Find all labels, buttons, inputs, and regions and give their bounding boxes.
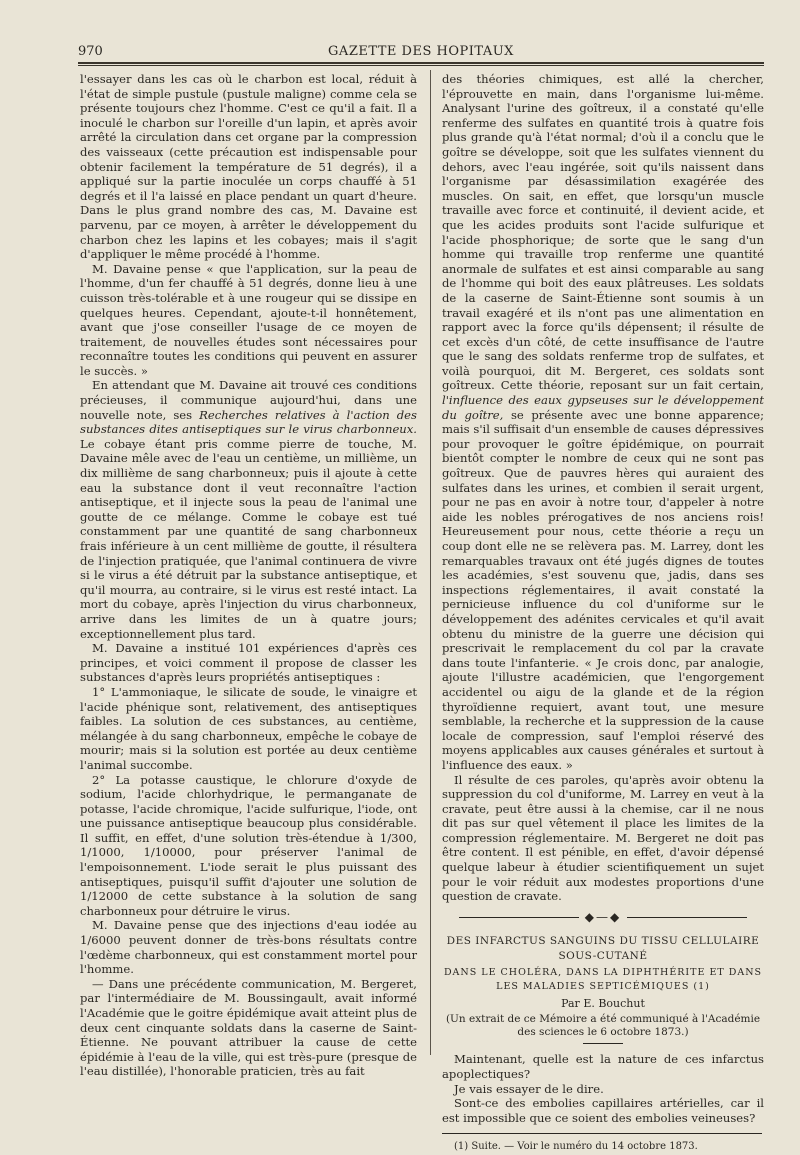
paragraph: Il résulte de ces paroles, qu'après avoir obtenu la suppression du col d'uniforme, M. Larrey en veut à la cravate, peut être aussi à la chemise, car il ne nous dit pas sur quel vêtement il place les limites de la compression réglementaire. M. Bergeret ne doit pas être content. Il est pénible, en effet, d'avoir dépensé quelque labeur à étudier scientifiquement un sujet pour le voir réduit aux modestes proportions d'une question de cravate. [442,772,764,904]
header-rule-thin [78,65,764,66]
article-title: DES INFARCTUS SANGUINS DU TISSU CELLULAIRE SOUS-CUTANÉ [446,935,760,963]
paragraph: l'essayer dans les cas où le charbon est local, réduit à l'état de simple pustule (pustule maligne) comme cela se présente toujours chez l'homme. C'est ce qu'il a fait. Il a inoculé le charbon sur l'oreille d'un lapin, et après avoir arrêté la circulation dans cet organe par la compression des vaisseaux (cette précaution est indispensable pour obtenir facilement la température de 51 degrés), il a appliqué sur la partie inoculée un corps chauffé à 51 degrés et il l'a laissé en place pendant un quart d'heure. Dans le plus grand nombre des cas, M. Davaine est parvenu, par ce moyen, à arrêter le développement du charbon chez les lapins et les cobayes; mais il s'agit d'appliquer le même procédé à l'homme. [80,72,417,262]
paragraph: Je vais essayer de le dire. [454,1081,604,1096]
section-ornament: ◆—◆ [442,910,764,925]
article-author: Par E. Bouchut [561,996,645,1010]
header-rule [78,62,764,64]
italic-phrase: l'influence des eaux gypseuses sur le développement du goître, [442,393,764,422]
left-column [80,72,417,1079]
paragraph: En attendant que M. Davaine ait trouvé ces conditions précieuses, il communique aujourd'hui, dans une nouvelle note, ses Recherches relatives à l'action des substances dites antiseptiques sur le virus charbonneux. Le cobaye étant pris comme pierre de touche, M. Davaine mêle avec de l'eau un centième, un millième, un dix millième de sang charbonneux; puis il ajoute à cette eau la substance dont il veut reconnaître l'action antiseptique, et il injecte sous la peau de l'animal une goutte de ce mélange. Comme le cobaye est tué constamment par une quantité de sang charbonneux frais inférieure à un cent millième de goutte, il résultera de l'injection pratiquée, que l'animal continuera de vivre si le virus a été détruit par la substance antiseptique, et qu'il mourra, au contraire, si le virus est resté intact. La mort du cobaye, après l'injection du virus charbonneux, arrive dans les limites de un à quatre jours; exceptionnellement plus tard. [80,378,417,641]
page-number: 970 [78,44,103,59]
paragraph: 1° L'ammoniaque, le silicate de soude, le vinaigre et l'acide phénique sont, relativement, des antiseptiques faibles. La solution de ces substances, au centième, mélangée à du sang charbonneux, empêche le cobaye de mourir; mais si la solution est portée au deux centième l'animal succombe. [80,684,417,772]
paragraph: M. Davaine a institué 101 expériences d'après ces principes, et voici comment il propose de classer les substances d'après leurs propriétés antiseptiques : [80,641,417,685]
paragraph: Maintenant, quelle est la nature de ces infarctus apoplectiques? [442,1052,764,1081]
running-title: GAZETTE DES HOPITAUX [328,44,514,59]
short-rule [583,1043,623,1044]
paragraph: des théories chimiques, est allé la chercher, l'éprouvette en main, dans l'organisme lui-même. Analysant l'urine des goîtreux, il a constaté qu'elle renferme des sulfates en quantité trois à quatre fois plus grande qu'à l'état normal; d'où il a conclu que le goître se développe, soit que les sulfates viennent du dehors, avec l'eau ingérée, soit qu'ils naissent dans l'organisme par désassimilation exagérée des muscles. On sait, en effet, que lorsqu'un muscle travaille avec force et continuité, il devient acide, et que les acides produits sont l'acide sulfurique et l'acide phosphorique; de sorte que le sang d'un homme qui travaille trop renferme une quantité anormale de sulfates et est ainsi comparable au sang de l'homme qui boit des eaux plâtreuses. Les soldats de la caserne de Saint-Étienne sont soumis à un travail exagéré et ils n'ont pas une alimentation en rapport avec la force qu'ils dépensent; il résulte de cet excès d'un côté, de cette insuffisance de l'autre que le sang des soldats renferme trop de sulfates, et voilà pourquoi, dit M. Bergeret, ces soldats sont goîtreux. Cette théorie, reposant sur un fait certain, l'influence des eaux gypseuses sur le développement du goître, se présente avec une bonne apparence; mais s'il suffisait d'un ensemble de causes dépressives pour provoquer le goître épidémique, on pourrait bientôt compter le nombre de ceux qui ne sont pas goîtreux. Que de pauvres hères qui auraient des sulfates dans les urines, et combien il serait urgent, pour ne pas en avoir à notre tour, d'appeler à notre aide les nobles prérogatives de nos anciens rois! Heureusement pour nous, cette théorie a reçu un coup dont elle ne se relèvera pas. M. Larrey, dont les remarquables travaux ont été jugés dignes de toutes les académies, s'est souvenu que, jadis, dans ses inspections réglementaires, il avait constaté la pernicieuse influence du col d'uniforme sur le développement des adénites cervicales et qu'il avait obtenu du ministre de la guerre une décision qui prescrivait le remplacement du col par la cravate dans toute l'infanterie. « Je crois donc, par analogie, ajoute l'illustre académicien, que l'engorgement accidentel ou aigu de la glande et de la région thyroïdienne requiert, avant tout, une mesure semblable, la recherche et la suppression de la cause locale de compression, sauf l'emploi réservé des moyens applicables aux causes générales et surtout à l'influence des eaux. » [442,72,765,772]
paragraph: M. Davaine pense « que l'application, sur la peau de l'homme, d'un fer chauffé à 51 degrés, donne lieu à une cuisson très-tolérable et à une rougeur qui se dissipe en quelques heures. Cependant, ajoute-t-il honnêtement, avant que j'ose conseiller l'usage de ce moyen de traitement, de nouvelles études sont nécessaires pour reconnaître toutes les conditions qui peuvent en assurer le succès. » [80,261,417,378]
italic-title: Recherches relatives à l'action des substances dites antiseptiques sur le virus charbonneux. [80,407,417,437]
page-header [78,40,764,60]
footnote: (1) Suite. — Voir le numéro du 14 octobre 1873. [454,1141,698,1153]
right-column [442,72,765,1153]
paragraph: 2° La potasse caustique, le chlorure d'oxyde de sodium, l'acide chlorhydrique, le permanganate de potasse, l'acide chromique, l'acide sulfurique, l'iode, ont une puissance antiseptique beaucoup plus considérable. Il suffit, en effet, d'une solution très-étendue à 1/300, 1/1000, 1/10000, pour préserver l'animal de l'empoisonnement. L'iode serait le plus puissant des antiseptiques, puisqu'il suffit d'ajouter une solution de 1/12000 de cette substance à la solution de sang charbonneux pour détruire le virus. [80,772,417,918]
column-divider [430,70,431,1055]
article-note: (Un extrait de ce Mémoire a été communiqué à l'Académie des sciences le 6 octobre 1873.) [445,1013,761,1039]
footnote-rule [442,1133,762,1134]
paragraph: Sont-ce des embolies capillaires artérielles, car il est impossible que ce soient des embolies veineuses? [442,1096,764,1125]
paragraph: M. Davaine pense que des injections d'eau iodée au 1/6000 peuvent donner de très-bons résultats contre l'œdème charbonneux, qui est constamment mortel pour l'homme. [80,918,417,977]
paragraph: — Dans une précédente communication, M. Bergeret, par l'intermédiaire de M. Boussingault, avait informé l'Académie que le goitre épidémique avait atteint plus de deux cent cinquante soldats dans la caserne de Saint-Étienne. Ne pouvant attribuer la cause de cette épidémie à l'eau de la ville, qui est très-pure (presque de l'eau distillée), l'honorable praticien, très au fait [80,976,417,1079]
article-subtitle: DANS LE CHOLÉRA, DANS LA DIPHTHÉRITE ET DANS LES MALADIES SEPTICÉMIQUES (1) [443,966,763,993]
